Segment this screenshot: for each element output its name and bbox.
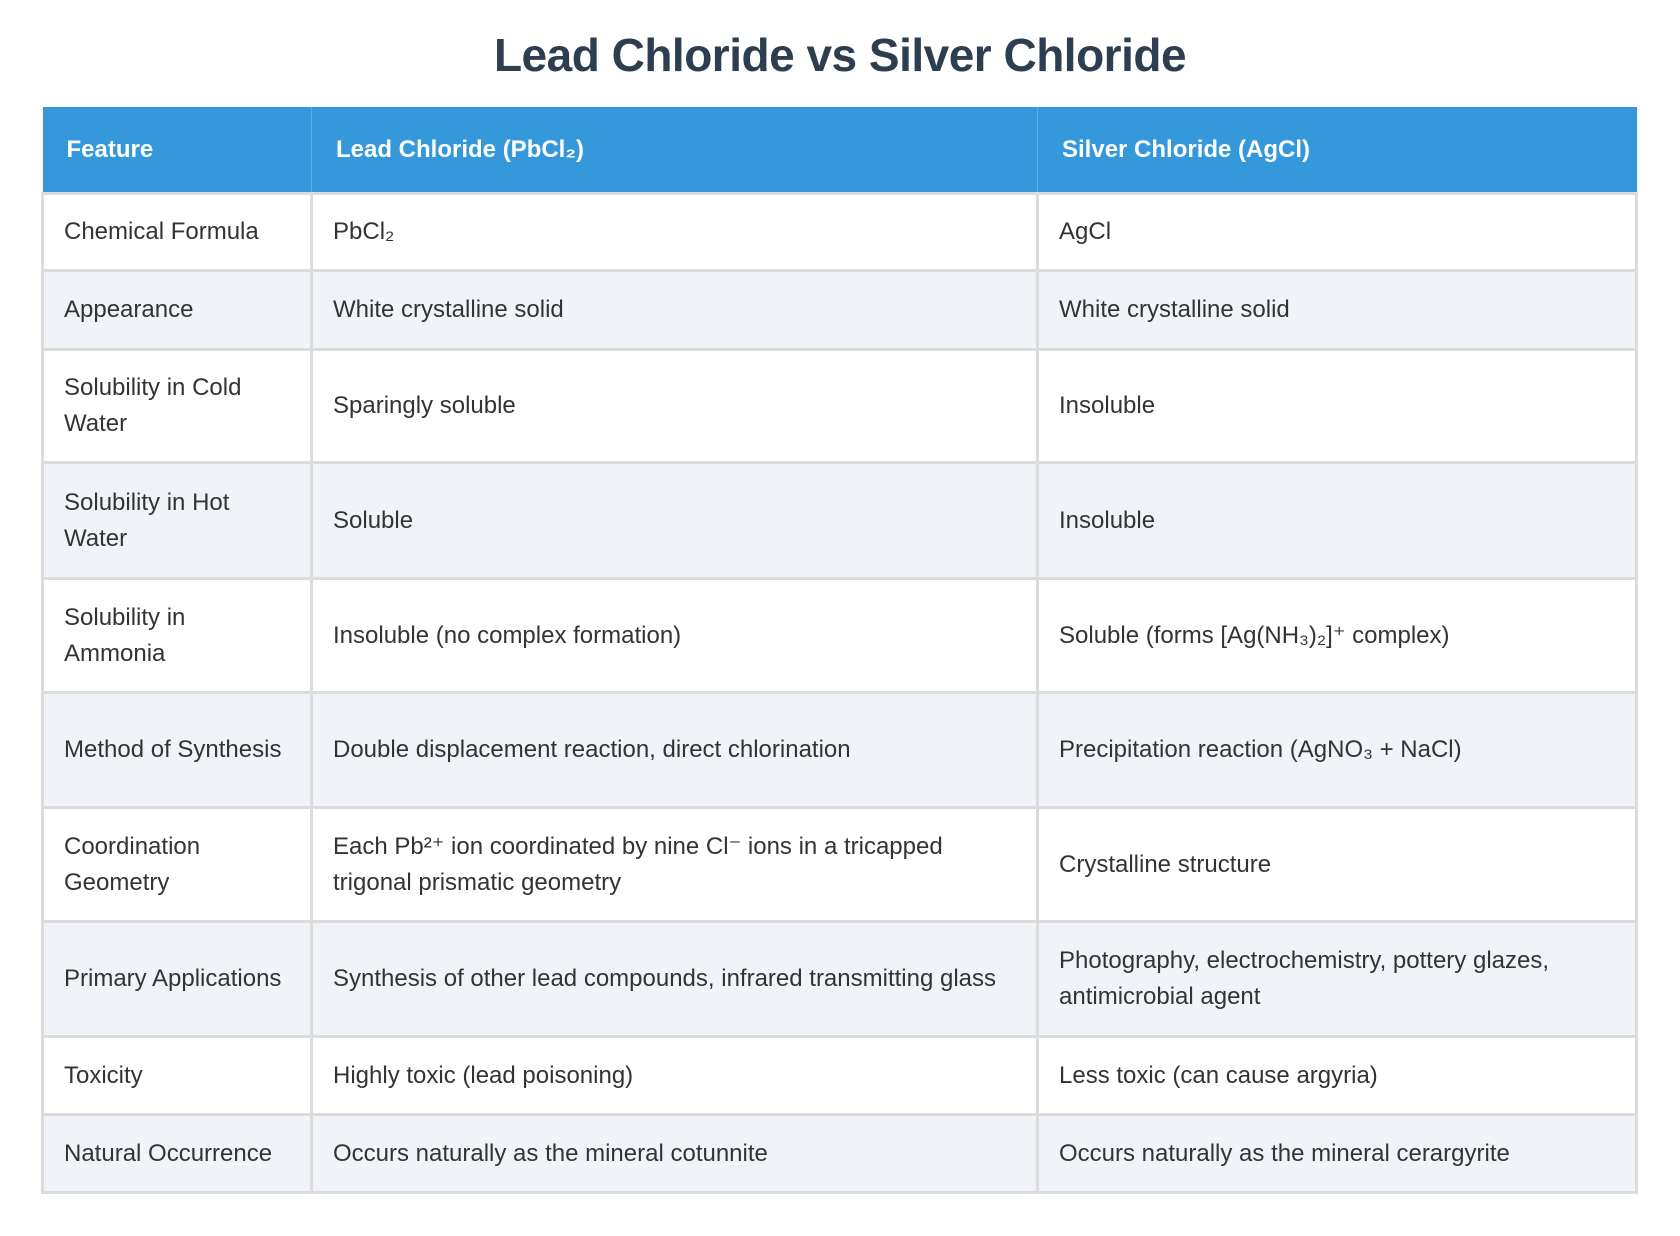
silver-chloride-cell: Insoluble [1038, 350, 1637, 463]
table-row [43, 579, 1637, 693]
feature-cell: Method of Synthesis [43, 693, 312, 808]
lead-chloride-cell: Highly toxic (lead poisoning) [312, 1037, 1038, 1115]
feature-cell: Coordination Geometry [43, 808, 312, 922]
silver-chloride-cell: Less toxic (can cause argyria) [1038, 1037, 1637, 1115]
silver-chloride-cell: White crystalline solid [1038, 271, 1637, 350]
lead-chloride-cell: PbCl₂ [312, 194, 1038, 271]
silver-chloride-cell: AgCl [1038, 194, 1637, 271]
feature-cell: Solubility in Ammonia [43, 579, 312, 693]
feature-cell: Solubility in Cold Water [43, 350, 312, 463]
table-row [43, 463, 1637, 579]
lead-chloride-cell: Each Pb²⁺ ion coordinated by nine Cl⁻ ions in a tricapped trigonal prismatic geometry [312, 808, 1038, 922]
header-silver-chloride: Silver Chloride (AgCl) [1038, 107, 1637, 194]
page-title: Lead Chloride vs Silver Chloride [493, 29, 1187, 81]
table-row [43, 271, 1637, 350]
lead-chloride-cell: Sparingly soluble [312, 350, 1038, 463]
lead-chloride-cell: Double displacement reaction, direct chlorination [312, 693, 1038, 808]
feature-cell: Solubility in Hot Water [43, 463, 312, 579]
table-row [43, 693, 1637, 808]
table-row [43, 1037, 1637, 1115]
lead-chloride-cell: Occurs naturally as the mineral cotunnite [312, 1115, 1038, 1193]
feature-cell: Toxicity [43, 1037, 312, 1115]
silver-chloride-cell: Soluble (forms [Ag(NH₃)₂]⁺ complex) [1038, 579, 1637, 693]
table-row [43, 922, 1637, 1037]
table-row [43, 350, 1637, 463]
lead-chloride-cell: White crystalline solid [312, 271, 1038, 350]
header-lead-chloride: Lead Chloride (PbCl₂) [312, 107, 1038, 194]
lead-chloride-cell: Soluble [312, 463, 1038, 579]
silver-chloride-cell: Occurs naturally as the mineral cerargyrite [1038, 1115, 1637, 1193]
table-row [43, 1115, 1637, 1193]
feature-cell: Chemical Formula [43, 194, 312, 271]
lead-chloride-cell: Synthesis of other lead compounds, infrared transmitting glass [312, 922, 1038, 1037]
table-header-row [43, 107, 1637, 194]
feature-cell: Natural Occurrence [43, 1115, 312, 1193]
feature-cell: Primary Applications [43, 922, 312, 1037]
feature-cell: Appearance [43, 271, 312, 350]
comparison-table [41, 107, 1638, 1194]
silver-chloride-cell: Precipitation reaction (AgNO₃ + NaCl) [1038, 693, 1637, 808]
lead-chloride-cell: Insoluble (no complex formation) [312, 579, 1038, 693]
silver-chloride-cell: Photography, electrochemistry, pottery glazes, antimicrobial agent [1038, 922, 1637, 1037]
silver-chloride-cell: Insoluble [1038, 463, 1637, 579]
table-row [43, 194, 1637, 271]
header-feature: Feature [43, 107, 312, 194]
table-row [43, 808, 1637, 922]
silver-chloride-cell: Crystalline structure [1038, 808, 1637, 922]
